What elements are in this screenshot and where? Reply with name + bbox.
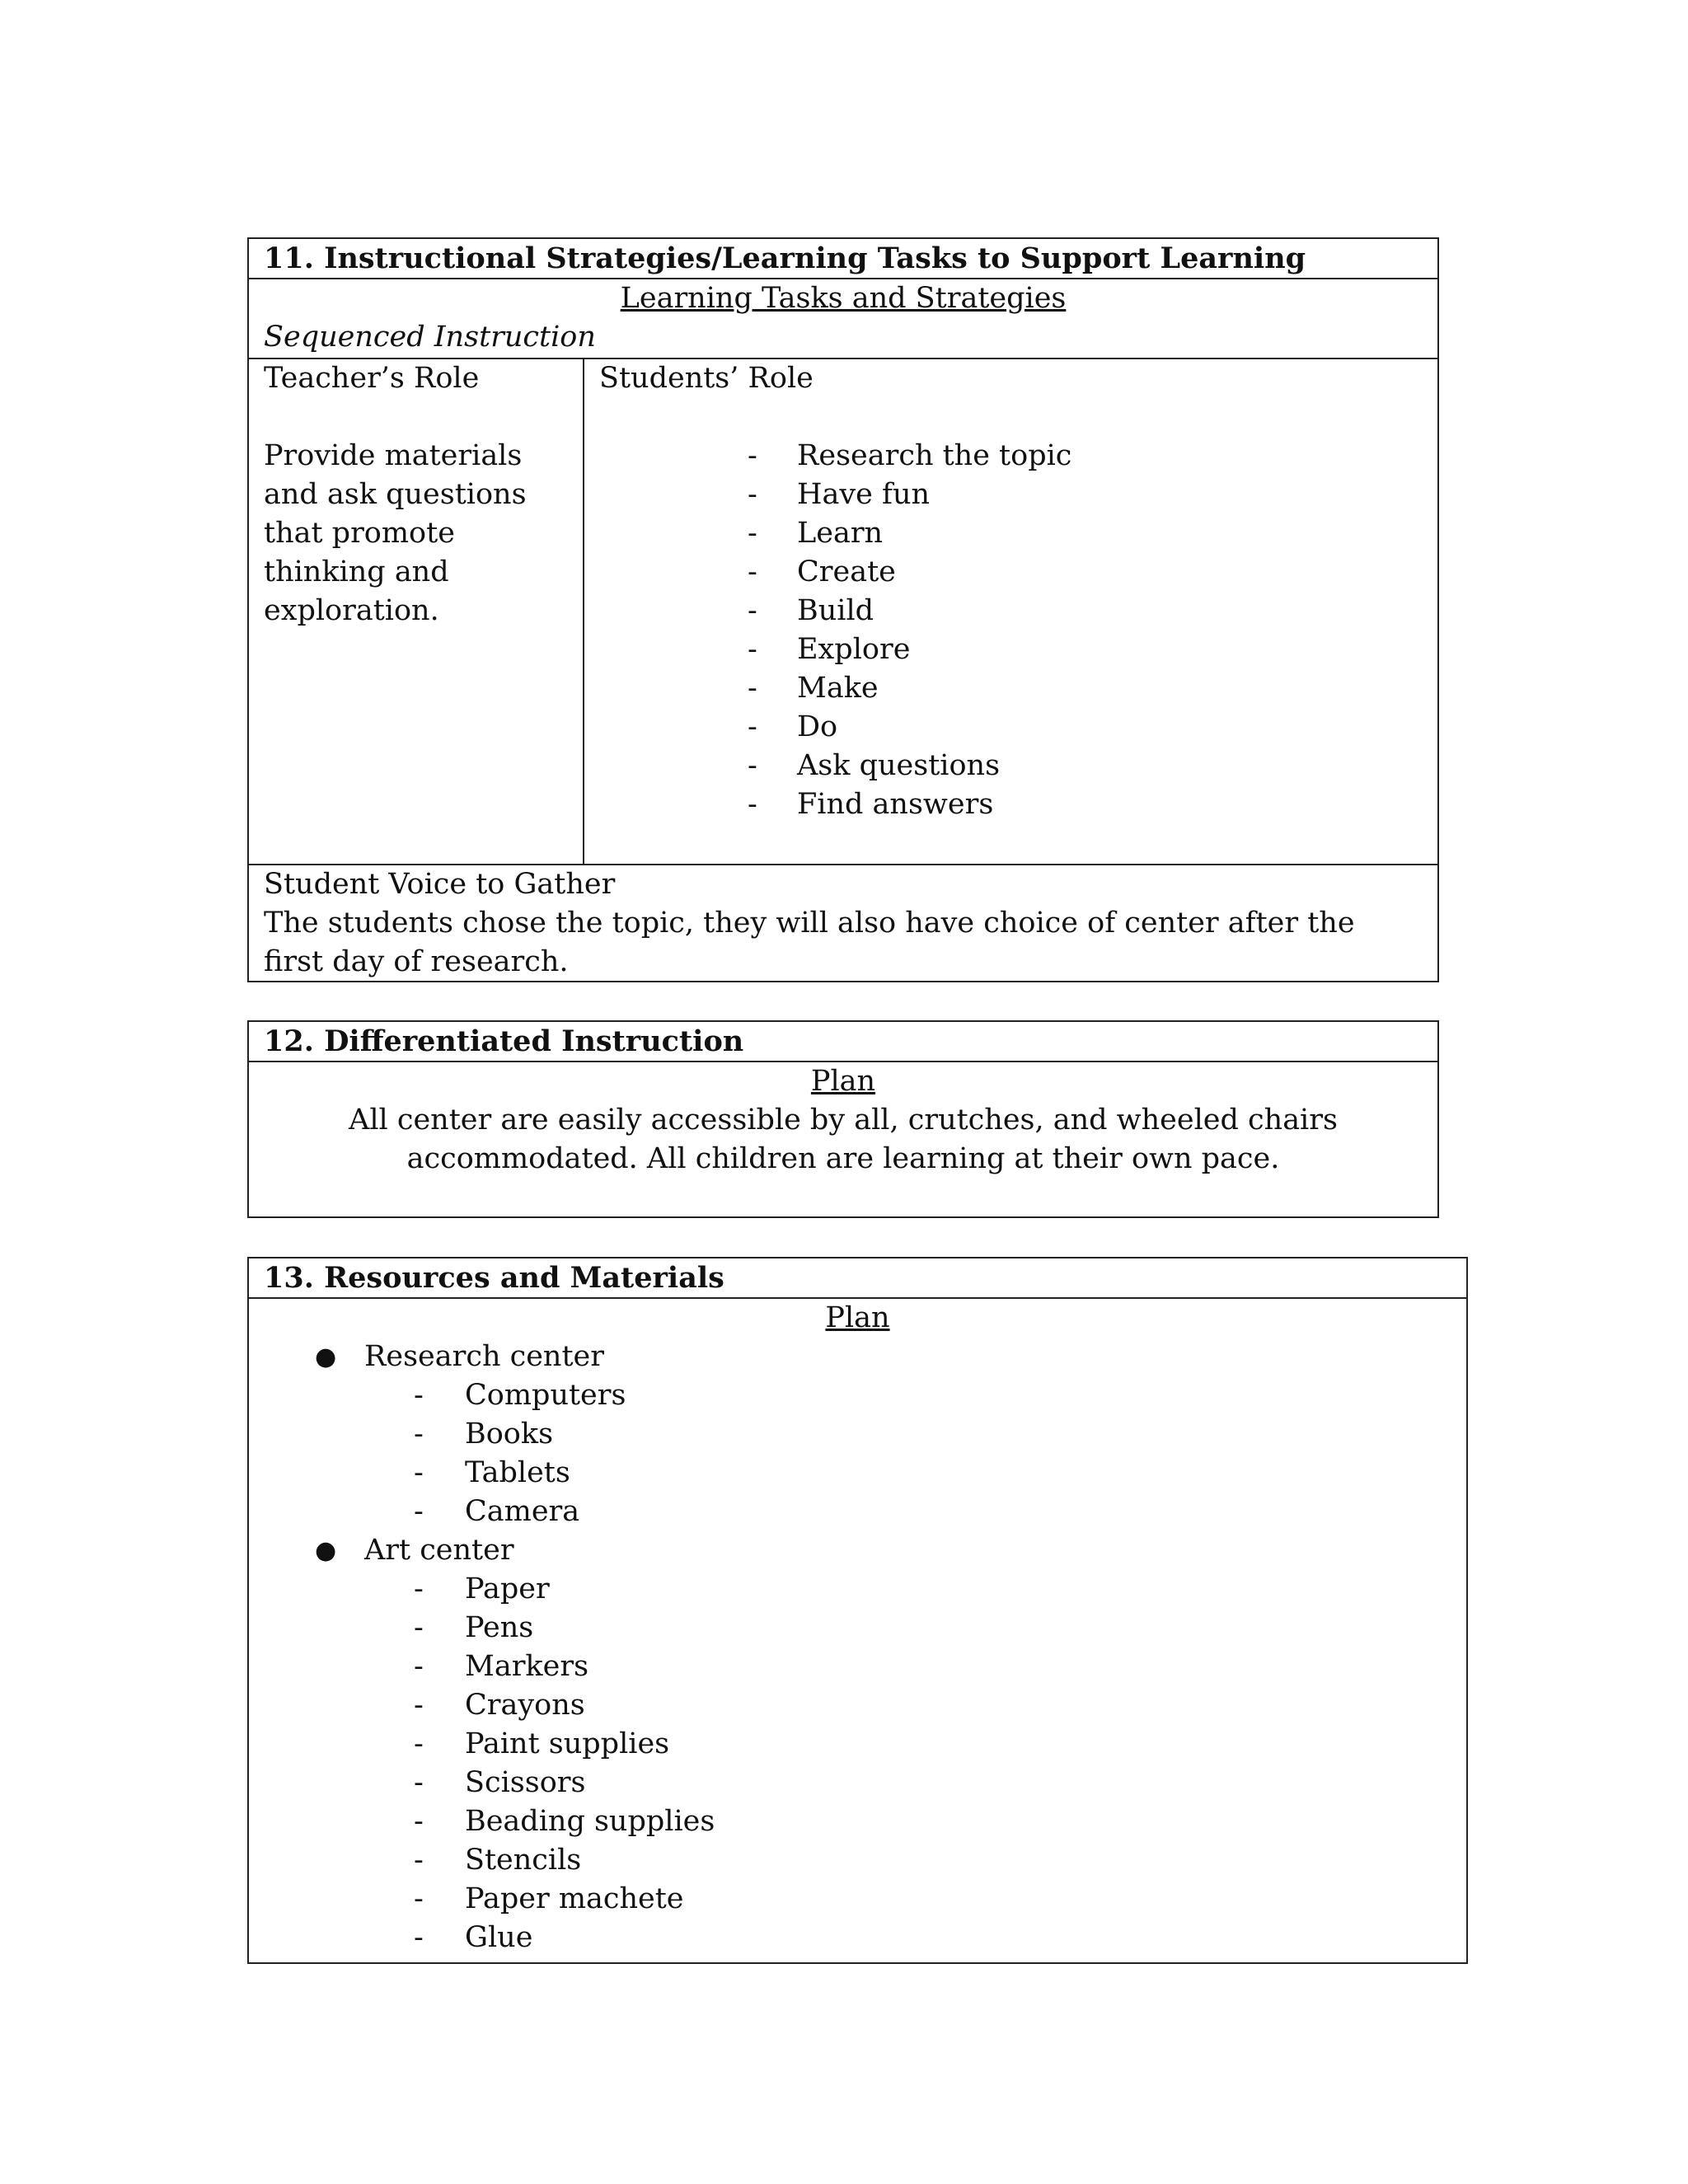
list-item: - Create [748,555,896,588]
list-item: - Make [748,672,879,705]
resource-group-name: Research center [364,1340,604,1373]
list-item: - Paper machete [414,1882,684,1915]
students-role-list [599,437,1423,824]
teacher-role-text: Provide materials and ask questions that promote thinking and exploration. [264,439,527,627]
section-11-table [247,237,1439,982]
list-item: - Glue [414,1921,533,1954]
student-voice-heading: Student Voice to Gather [264,868,616,901]
students-role-cell [584,359,1437,864]
resources-list [249,1338,1466,1957]
list-item: - Markers [414,1650,589,1683]
list-item: - Find answers [748,788,994,821]
resource-group [249,1531,1466,1957]
list-item: - Build [748,594,874,627]
section-12-table [247,1020,1439,1218]
list-item: - Do [748,710,838,743]
list-item: - Have fun [748,478,931,511]
section-13-title: 13. Resources and Materials [249,1258,1466,1299]
list-item: - Paper [414,1572,550,1605]
list-item: - Crayons [414,1689,585,1722]
roles-row [249,359,1437,865]
students-role-heading: Students’ Role [599,362,814,395]
student-voice-text: The students chose the topic, they will also have choice of center after the first day of research. [264,907,1355,978]
list-item: - Paint supplies [414,1727,670,1760]
section-12-title: 12. Differentiated Instruction [249,1022,1437,1062]
list-item: - Ask questions [748,749,1001,782]
list-item: - Scissors [414,1766,586,1799]
section-12-plan-label: Plan [810,1065,876,1098]
list-item: - Learn [748,517,884,550]
section-11-subtitle: Learning Tasks and Strategies [620,282,1067,315]
section-12-plan-line-2: accommodated. All children are learning at their own pace. [406,1142,1280,1175]
teacher-role-heading: Teacher’s Role [264,362,480,395]
resource-group [249,1338,1466,1531]
list-item: - Research the topic [748,439,1072,472]
section-12-plan-line-1: All center are easily accessible by all, crutches, and wheeled chairs [349,1104,1338,1137]
resource-group-name: Art center [364,1534,514,1567]
list-item: - Tablets [414,1456,570,1489]
list-item: - Beading supplies [414,1805,715,1838]
teacher-role-cell [249,359,584,864]
resource-items [364,1570,1466,1957]
list-item: - Stencils [414,1844,582,1877]
list-item: - Camera [414,1495,580,1528]
list-item: - Pens [414,1611,534,1644]
sequenced-instruction-label: Sequenced Instruction [264,321,596,354]
resource-items [364,1376,1466,1531]
section-11-title: 11. Instructional Strategies/Learning Tasks to Support Learning [249,239,1437,279]
list-item: - Explore [748,633,911,666]
section-13-plan-label: Plan [825,1301,890,1334]
list-item: - Books [414,1418,554,1451]
student-voice-cell [249,865,1437,982]
list-item: - Computers [414,1379,626,1412]
section-13-table [247,1257,1468,1964]
section-11-intro [249,279,1437,359]
bullet-icon: ● [315,1343,337,1371]
bullet-icon: ● [315,1536,337,1565]
